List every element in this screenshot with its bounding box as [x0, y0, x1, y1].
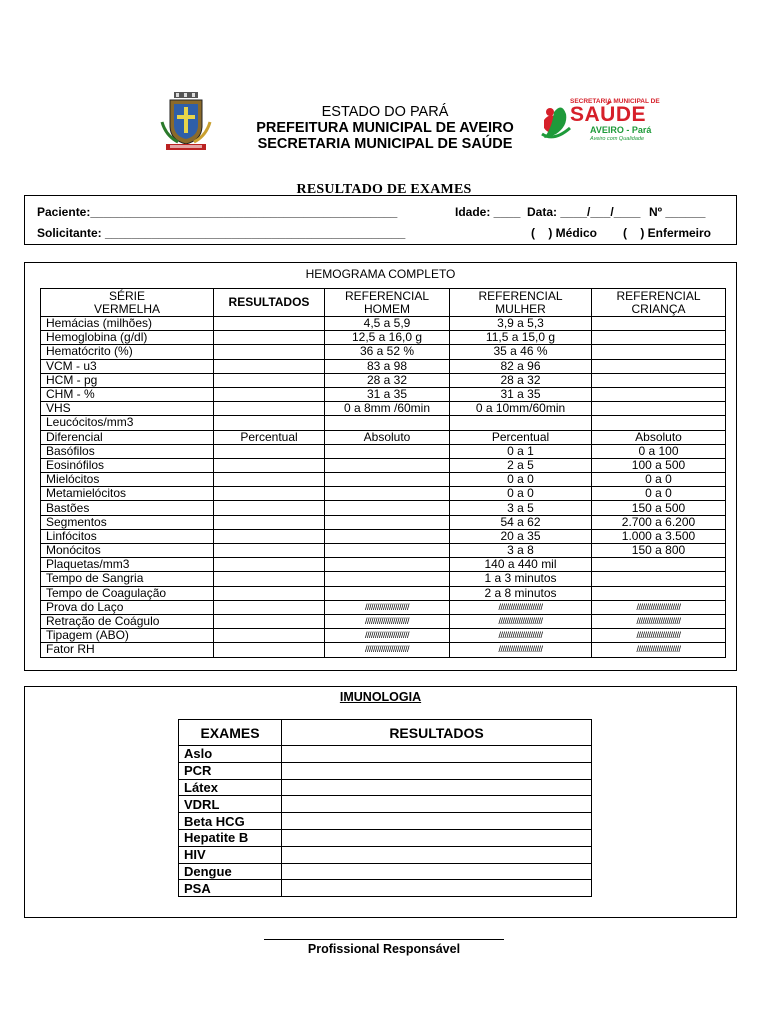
header-label-line1: REFERENCIAL	[344, 288, 430, 303]
header-label-line1: REFERENCIAL	[478, 288, 563, 303]
ref-crianca-cell	[592, 387, 726, 401]
exam-name-cell: CHM - %	[41, 387, 214, 401]
result-cell[interactable]	[214, 515, 325, 529]
requester-field[interactable]: Solicitante: _____________________________________________	[37, 226, 406, 240]
ref-crianca-cell	[592, 317, 726, 331]
ref-mulher-cell: //////////////////////	[450, 629, 592, 643]
result-cell[interactable]: Percentual	[214, 430, 325, 444]
imunologia-row	[179, 829, 592, 846]
header-label-line1: REFERENCIAL	[616, 288, 701, 303]
medico-checkbox[interactable]: ( ) Médico	[531, 226, 597, 240]
ref-homem-cell: 36 a 52 %	[325, 345, 450, 359]
hemograma-row	[41, 473, 726, 487]
logo-main-text: SAÚDE	[570, 103, 647, 126]
ref-homem-cell: 4,5 a 5,9	[325, 317, 450, 331]
ref-mulher-cell: 31 a 35	[450, 387, 592, 401]
hemograma-row	[41, 359, 726, 373]
imuno-result-cell[interactable]	[282, 846, 592, 863]
patient-name-field[interactable]: Paciente:______________________________________________	[37, 205, 398, 219]
ref-homem-cell: //////////////////////	[325, 600, 450, 614]
header-label-line1: RESULTADOS	[228, 295, 310, 309]
result-cell[interactable]	[214, 501, 325, 515]
hemograma-row	[41, 558, 726, 572]
header-label-line1: SÉRIE	[108, 288, 145, 303]
imuno-result-cell[interactable]	[282, 746, 592, 763]
exam-name-cell: HCM - pg	[41, 373, 214, 387]
imunologia-row	[179, 846, 592, 863]
exam-name-cell: Tipagem (ABO)	[41, 629, 214, 643]
hemograma-row	[41, 387, 726, 401]
ref-mulher-cell: 2 a 5	[450, 458, 592, 472]
exam-name-cell: Tempo de Sangria	[41, 572, 214, 586]
imunologia-row	[179, 863, 592, 880]
imuno-exam-name: Látex	[179, 779, 282, 796]
result-cell[interactable]	[214, 643, 325, 657]
exam-name-cell: Eosinófilos	[41, 458, 214, 472]
hemograma-row	[41, 444, 726, 458]
hemograma-header-row	[41, 289, 726, 317]
imunologia-row	[179, 762, 592, 779]
ref-homem-cell	[325, 458, 450, 472]
ref-mulher-cell: 0 a 0	[450, 473, 592, 487]
hemograma-row	[41, 586, 726, 600]
result-cell[interactable]	[214, 331, 325, 345]
signature-label: Profissional Responsável	[307, 942, 461, 956]
ref-mulher-cell: 35 a 46 %	[450, 345, 592, 359]
ref-mulher-cell: 28 a 32	[450, 373, 592, 387]
hemograma-row	[41, 458, 726, 472]
ref-crianca-cell: 0 a 0	[592, 473, 726, 487]
hemograma-row	[41, 373, 726, 387]
ref-crianca-cell: 0 a 0	[592, 487, 726, 501]
imunologia-table	[178, 719, 592, 897]
result-cell[interactable]	[214, 416, 325, 430]
number-field[interactable]: Nº ______	[649, 205, 706, 219]
ref-crianca-cell: 1.000 a 3.500	[592, 529, 726, 543]
header-secretaria: SECRETARIA MUNICIPAL DE SAÚDE	[257, 136, 513, 152]
exam-name-cell: Mielócitos	[41, 473, 214, 487]
imunologia-row	[179, 813, 592, 830]
result-cell[interactable]	[214, 614, 325, 628]
imuno-result-cell[interactable]	[282, 762, 592, 779]
imunologia-row	[179, 880, 592, 897]
hemograma-row	[41, 515, 726, 529]
ref-crianca-cell	[592, 359, 726, 373]
result-cell[interactable]	[214, 544, 325, 558]
result-cell[interactable]	[214, 387, 325, 401]
result-cell[interactable]	[214, 317, 325, 331]
header-label-line2: CRIANÇA	[631, 301, 686, 316]
ref-homem-cell	[325, 558, 450, 572]
exam-name-cell: Hematócrito (%)	[41, 345, 214, 359]
imunologia-body	[179, 746, 592, 897]
ref-mulher-cell: //////////////////////	[450, 643, 592, 657]
ref-crianca-cell: //////////////////////	[592, 643, 726, 657]
hemograma-row	[41, 529, 726, 543]
hemograma-row	[41, 402, 726, 416]
imuno-exam-name: PSA	[179, 880, 282, 897]
header-serie-vermelha	[41, 289, 214, 317]
header-resultados	[214, 289, 325, 317]
header-label-line2: MULHER	[495, 301, 546, 316]
result-cell[interactable]	[214, 629, 325, 643]
ref-mulher-cell: //////////////////////	[450, 600, 592, 614]
hemograma-row	[41, 614, 726, 628]
header-text-block	[230, 104, 540, 152]
signature-line	[264, 939, 504, 940]
imuno-exam-name: VDRL	[179, 796, 282, 813]
logo-slogan: Aveiro com Qualidade	[590, 136, 645, 142]
ref-crianca-cell: 150 a 500	[592, 501, 726, 515]
ref-homem-cell	[325, 487, 450, 501]
imuno-result-cell[interactable]	[282, 796, 592, 813]
ref-homem-cell	[325, 572, 450, 586]
exam-name-cell: Monócitos	[41, 544, 214, 558]
exam-name-cell: VCM - u3	[41, 359, 214, 373]
exam-name-cell: Tempo de Coagulação	[41, 586, 214, 600]
result-cell[interactable]	[214, 444, 325, 458]
ref-crianca-cell	[592, 345, 726, 359]
ref-homem-cell	[325, 416, 450, 430]
ref-mulher-cell: 0 a 0	[450, 487, 592, 501]
result-cell[interactable]	[214, 359, 325, 373]
ref-homem-cell: 31 a 35	[325, 387, 450, 401]
exam-name-cell: Linfócitos	[41, 529, 214, 543]
ref-crianca-cell: //////////////////////	[592, 629, 726, 643]
imuno-exam-name: Dengue	[179, 863, 282, 880]
ref-homem-cell: 28 a 32	[325, 373, 450, 387]
header-prefeitura: PREFEITURA MUNICIPAL DE AVEIRO	[256, 120, 514, 136]
ref-mulher-cell: 3 a 5	[450, 501, 592, 515]
imuno-exam-name: Hepatite B	[179, 829, 282, 846]
header-referencial-homem	[325, 289, 450, 317]
ref-homem-cell: Absoluto	[325, 430, 450, 444]
hemograma-row	[41, 416, 726, 430]
hemograma-row	[41, 501, 726, 515]
date-field[interactable]: Data: ____/___/____	[527, 205, 641, 219]
header-exames: EXAMES	[179, 720, 282, 746]
secretaria-saude-logo	[540, 98, 660, 146]
hemograma-row	[41, 331, 726, 345]
ref-mulher-cell: 20 a 35	[450, 529, 592, 543]
hemograma-row	[41, 629, 726, 643]
imunologia-row	[179, 796, 592, 813]
ref-crianca-cell: 2.700 a 6.200	[592, 515, 726, 529]
municipal-coat-of-arms-logo	[160, 92, 212, 152]
result-cell[interactable]	[214, 473, 325, 487]
result-cell[interactable]	[214, 586, 325, 600]
ref-homem-cell	[325, 444, 450, 458]
result-cell[interactable]	[214, 458, 325, 472]
imuno-result-cell[interactable]	[282, 813, 592, 830]
result-cell[interactable]	[214, 402, 325, 416]
logo-top-text: SECRETARIA MUNICIPAL DE	[570, 98, 660, 105]
exam-name-cell: VHS	[41, 402, 214, 416]
header-referencial-crianca	[592, 289, 726, 317]
header-resultados: RESULTADOS	[282, 720, 592, 746]
ref-mulher-cell: 1 a 3 minutos	[450, 572, 592, 586]
ref-mulher-cell: 3,9 a 5,3	[450, 317, 592, 331]
header-referencial-mulher	[450, 289, 592, 317]
ref-homem-cell: //////////////////////	[325, 629, 450, 643]
imunologia-title: IMUNOLOGIA	[339, 690, 422, 704]
imuno-exam-name: Beta HCG	[179, 813, 282, 830]
ref-crianca-cell	[592, 572, 726, 586]
exam-name-cell: Retração de Coágulo	[41, 614, 214, 628]
ref-crianca-cell: Absoluto	[592, 430, 726, 444]
exam-name-cell: Bastões	[41, 501, 214, 515]
exam-name-cell: Leucócitos/mm3	[41, 416, 214, 430]
ref-crianca-cell	[592, 373, 726, 387]
ref-crianca-cell	[592, 558, 726, 572]
exam-name-cell: Plaquetas/mm3	[41, 558, 214, 572]
result-cell[interactable]	[214, 345, 325, 359]
imuno-result-cell[interactable]	[282, 779, 592, 796]
ref-homem-cell: 0 a 8mm /60min	[325, 402, 450, 416]
hemograma-row	[41, 572, 726, 586]
ref-mulher-cell: Percentual	[450, 430, 592, 444]
hemograma-table	[40, 288, 726, 658]
header-label-line2: VERMELHA	[93, 301, 161, 316]
hemograma-row	[41, 430, 726, 444]
ref-mulher-cell: 2 a 8 minutos	[450, 586, 592, 600]
result-cell[interactable]	[214, 487, 325, 501]
exam-name-cell: Basófilos	[41, 444, 214, 458]
result-cell[interactable]	[214, 572, 325, 586]
imuno-result-cell[interactable]	[282, 880, 592, 897]
patient-info-box	[24, 195, 737, 245]
imuno-result-cell[interactable]	[282, 829, 592, 846]
imuno-exam-name: PCR	[179, 762, 282, 779]
ref-crianca-cell: //////////////////////	[592, 600, 726, 614]
header-state-name: ESTADO DO PARÁ	[321, 104, 449, 120]
result-cell[interactable]	[214, 529, 325, 543]
exam-name-cell: Hemácias (milhões)	[41, 317, 214, 331]
exam-name-cell: Prova do Laço	[41, 600, 214, 614]
imunologia-header-row	[179, 720, 592, 746]
ref-homem-cell: 83 a 98	[325, 359, 450, 373]
hemograma-title: HEMOGRAMA COMPLETO	[305, 267, 456, 281]
ref-crianca-cell	[592, 586, 726, 600]
ref-homem-cell	[325, 586, 450, 600]
ref-homem-cell	[325, 501, 450, 515]
ref-mulher-cell: 3 a 8	[450, 544, 592, 558]
ref-homem-cell	[325, 515, 450, 529]
ref-mulher-cell: 11,5 a 15,0 g	[450, 331, 592, 345]
ref-homem-cell: //////////////////////	[325, 643, 450, 657]
imuno-result-cell[interactable]	[282, 863, 592, 880]
ref-crianca-cell	[592, 416, 726, 430]
enfermeiro-checkbox[interactable]: ( ) Enfermeiro	[623, 226, 712, 240]
ref-homem-cell	[325, 544, 450, 558]
imunologia-row	[179, 746, 592, 763]
ref-crianca-cell: 0 a 100	[592, 444, 726, 458]
hemograma-row	[41, 345, 726, 359]
ref-homem-cell: 12,5 a 16,0 g	[325, 331, 450, 345]
result-cell[interactable]	[214, 558, 325, 572]
result-cell[interactable]	[214, 373, 325, 387]
hemograma-row	[41, 643, 726, 657]
ref-mulher-cell: //////////////////////	[450, 614, 592, 628]
ref-homem-cell	[325, 473, 450, 487]
imuno-exam-name: Aslo	[179, 746, 282, 763]
result-cell[interactable]	[214, 600, 325, 614]
hemograma-row	[41, 600, 726, 614]
ref-homem-cell: //////////////////////	[325, 614, 450, 628]
header-label-line2: HOMEM	[364, 301, 410, 316]
hemograma-row	[41, 487, 726, 501]
exam-name-cell: Hemoglobina (g/dl)	[41, 331, 214, 345]
ref-mulher-cell: 54 a 62	[450, 515, 592, 529]
ref-homem-cell	[325, 529, 450, 543]
exam-name-cell: Metamielócitos	[41, 487, 214, 501]
ref-crianca-cell	[592, 402, 726, 416]
imuno-exam-name: HIV	[179, 846, 282, 863]
age-field[interactable]: Idade: ____	[455, 205, 521, 219]
imunologia-row	[179, 779, 592, 796]
logo-sub-text: AVEIRO - Pará	[590, 125, 652, 135]
hemograma-row	[41, 317, 726, 331]
ref-mulher-cell: 82 a 96	[450, 359, 592, 373]
ref-mulher-cell: 140 a 440 mil	[450, 558, 592, 572]
ref-mulher-cell: 0 a 10mm/60min	[450, 402, 592, 416]
ref-crianca-cell: 150 a 800	[592, 544, 726, 558]
ref-crianca-cell: 100 a 500	[592, 458, 726, 472]
ref-mulher-cell	[450, 416, 592, 430]
ref-crianca-cell	[592, 331, 726, 345]
exam-name-cell: Diferencial	[41, 430, 214, 444]
hemograma-body	[41, 317, 726, 658]
ref-crianca-cell: //////////////////////	[592, 614, 726, 628]
exam-name-cell: Fator RH	[41, 643, 214, 657]
hemograma-row	[41, 544, 726, 558]
exam-name-cell: Segmentos	[41, 515, 214, 529]
ref-mulher-cell: 0 a 1	[450, 444, 592, 458]
document-title: RESULTADO DE EXAMES	[296, 182, 472, 197]
